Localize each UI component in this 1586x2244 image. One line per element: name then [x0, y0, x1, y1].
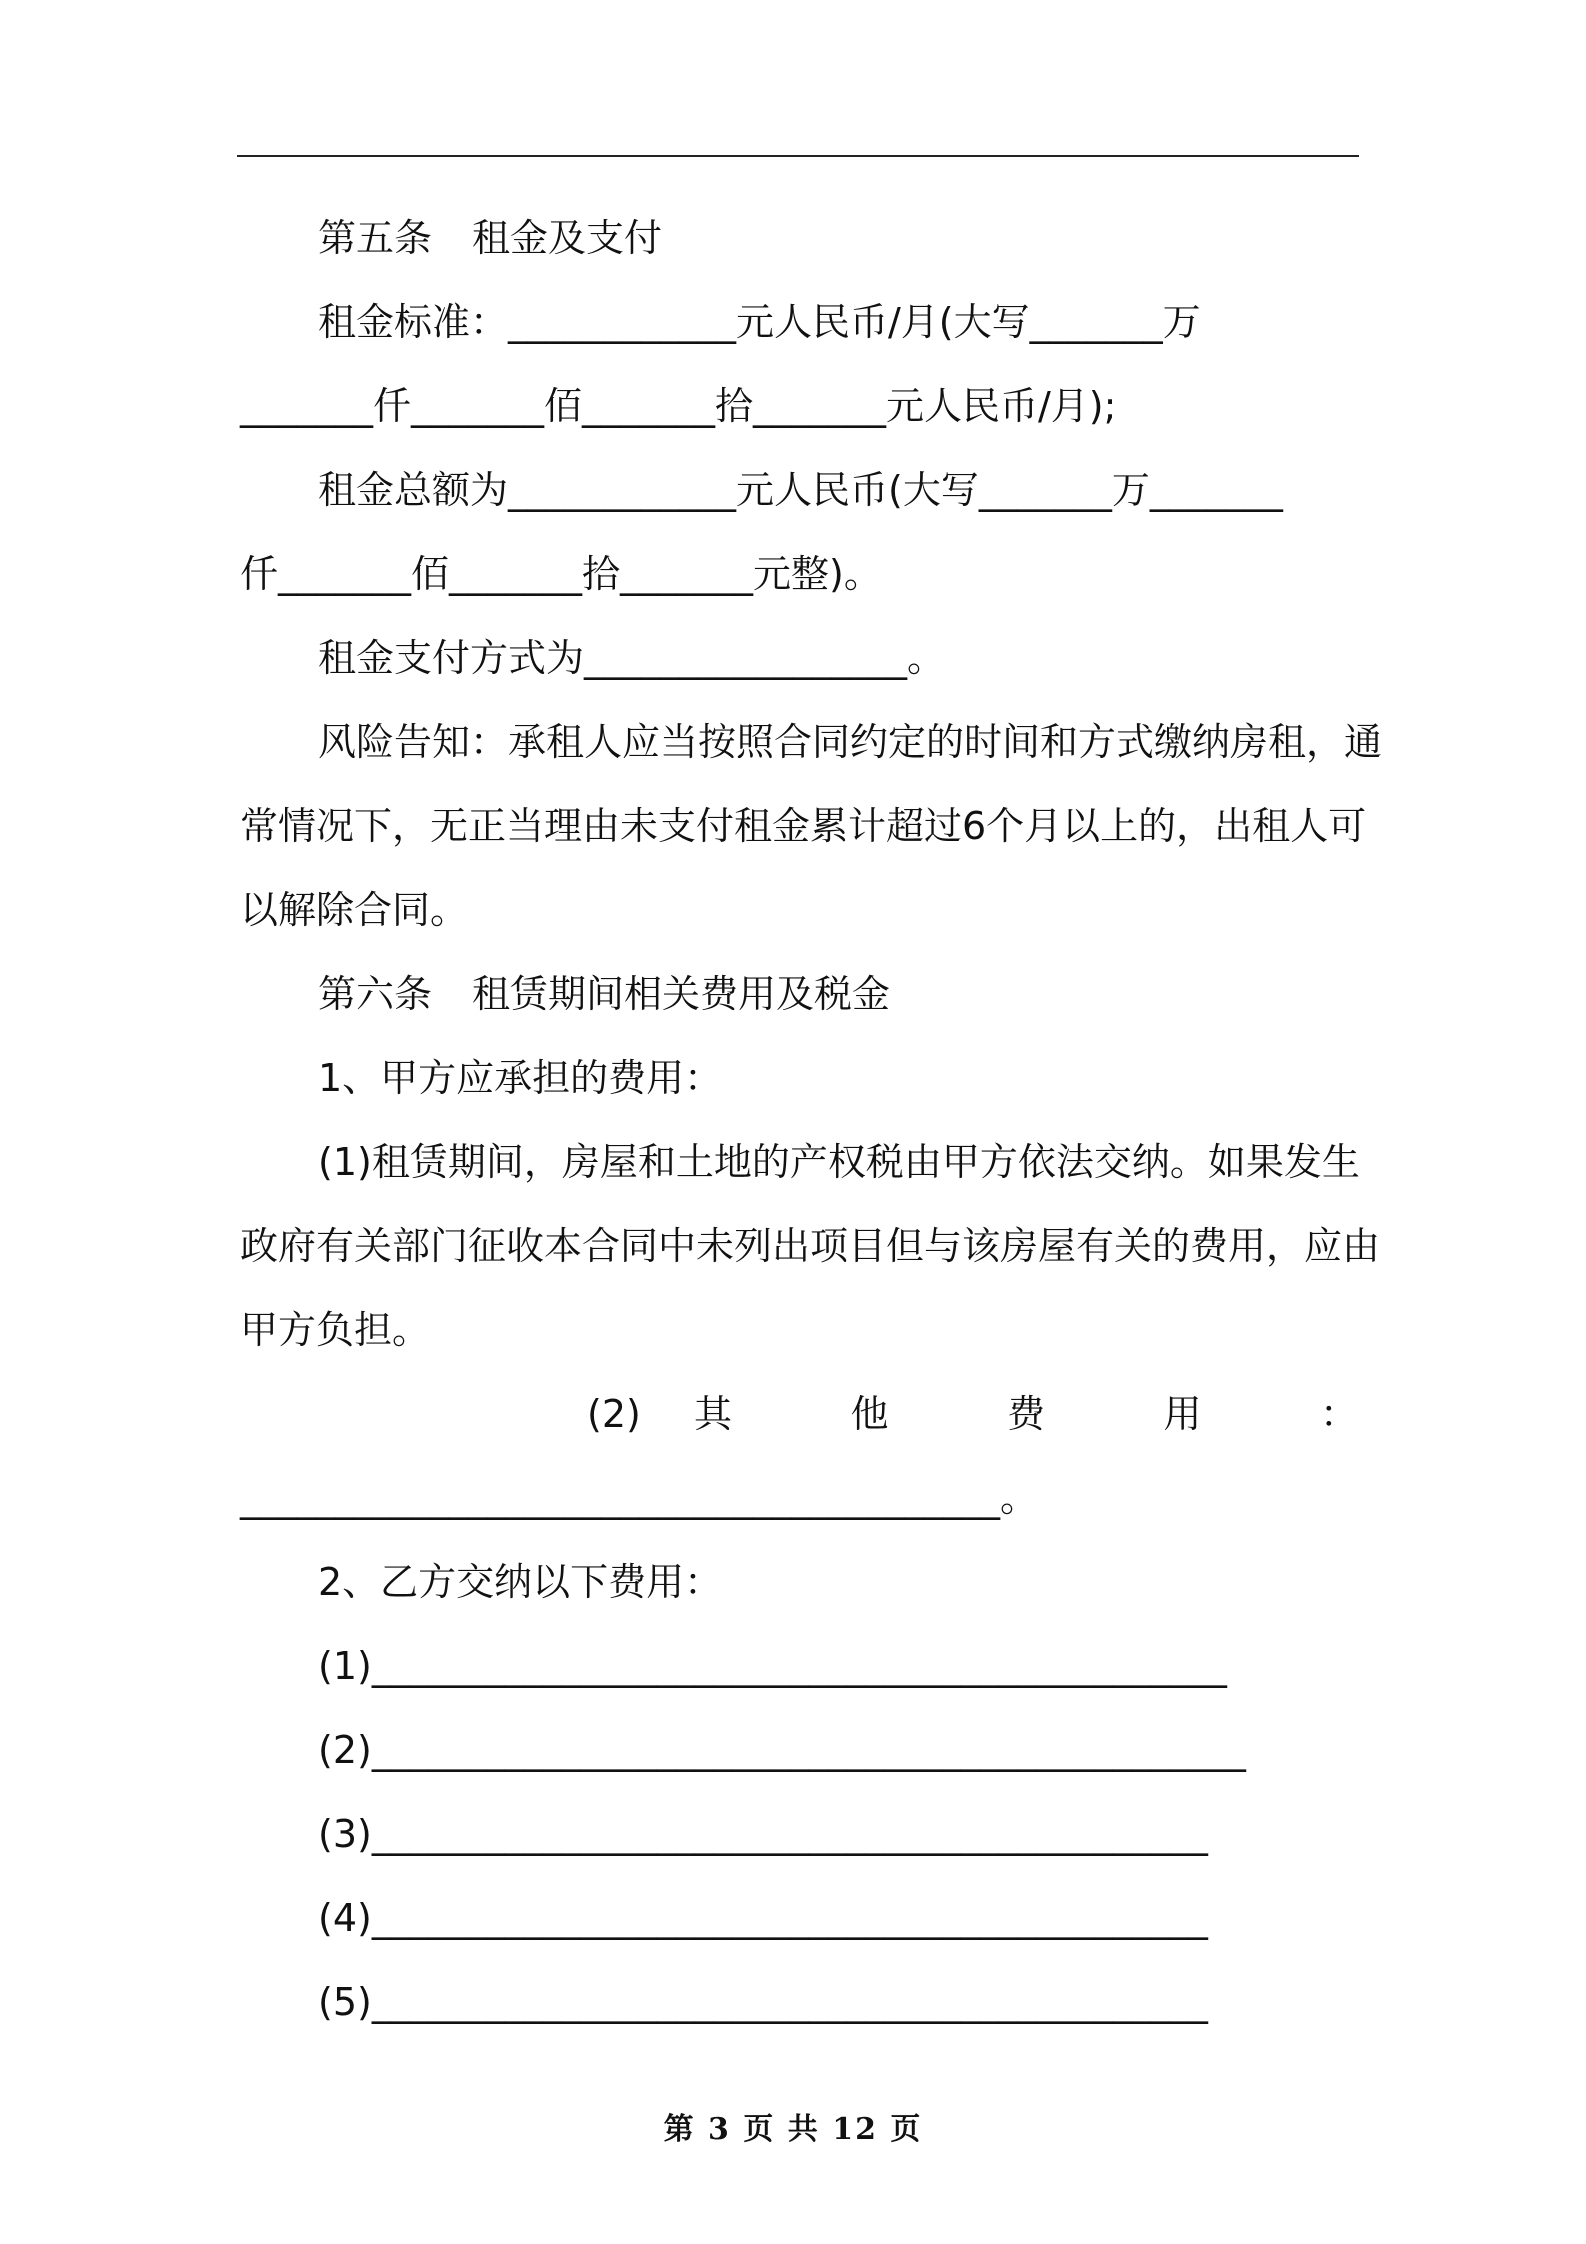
- rent-total-line-2: 仟_______佰_______拾_______元整)。: [240, 552, 882, 596]
- party-a-item1-line-2: 政府有关部门征收本合同中未列出项目但与该房屋有关的费用，应由: [240, 1224, 1381, 1268]
- other-fees-part-2: 他: [850, 1392, 942, 1436]
- party-b-item-4: (4)____________________________________________: [318, 1896, 1208, 1940]
- header-rule: [237, 155, 1359, 157]
- article5-heading-number: 第五条: [318, 216, 433, 260]
- risk-notice-line-2: 常情况下，无正当理由未支付租金累计超过6个月以上的，出租人可: [240, 804, 1367, 848]
- article5-heading-title: 租金及支付: [472, 216, 663, 260]
- party-a-fees-title: 1、甲方应承担的费用：: [318, 1056, 723, 1100]
- rent-total-line-1: 租金总额为____________元人民币(大写_______万_______: [318, 468, 1283, 512]
- risk-notice-line-3: 以解除合同。: [240, 888, 469, 932]
- other-fees-part-1: (2)其: [587, 1392, 786, 1436]
- other-fees-blank-line: ________________________________________。: [240, 1476, 1039, 1520]
- article6-heading: [240, 952, 1358, 1036]
- risk-notice-line-1: 风险告知：承租人应当按照合同约定的时间和方式缴纳房租，通: [318, 720, 1383, 764]
- party-a-item1-line-3: 甲方负担。: [240, 1308, 431, 1352]
- other-fees-part-5: ：: [1319, 1392, 1358, 1436]
- page-number-footer: 第 3 页 共 12 页: [663, 2112, 923, 2147]
- article6-heading-title: 租赁期间相关费用及税金: [472, 972, 891, 1016]
- article6-heading-number: 第六条: [318, 972, 433, 1016]
- other-fees-part-3: 费: [1006, 1392, 1099, 1436]
- other-fees-part-4: 用: [1163, 1392, 1255, 1436]
- rent-standard-line-2: _______仟_______佰_______拾_______元人民币/月);: [240, 384, 1117, 428]
- party-b-item-2: (2)______________________________________________: [318, 1728, 1246, 1772]
- payment-method-line: 租金支付方式为_________________。: [318, 636, 946, 680]
- party-b-fees-title: 2、乙方交纳以下费用：: [318, 1560, 723, 1604]
- article5-heading: [240, 196, 1358, 280]
- party-b-item-5: (5)____________________________________________: [318, 1980, 1208, 2024]
- rent-standard-line-1: 租金标准：____________元人民币/月(大写_______万: [318, 300, 1201, 344]
- party-a-item1-line-1: (1)租赁期间，房屋和土地的产权税由甲方依法交纳。如果发生: [318, 1140, 1360, 1184]
- other-fees-line: [240, 1372, 1358, 1456]
- party-b-item-1: (1)_____________________________________________: [318, 1644, 1227, 1688]
- party-b-item-3: (3)____________________________________________: [318, 1812, 1208, 1856]
- document-body: [240, 196, 1383, 2044]
